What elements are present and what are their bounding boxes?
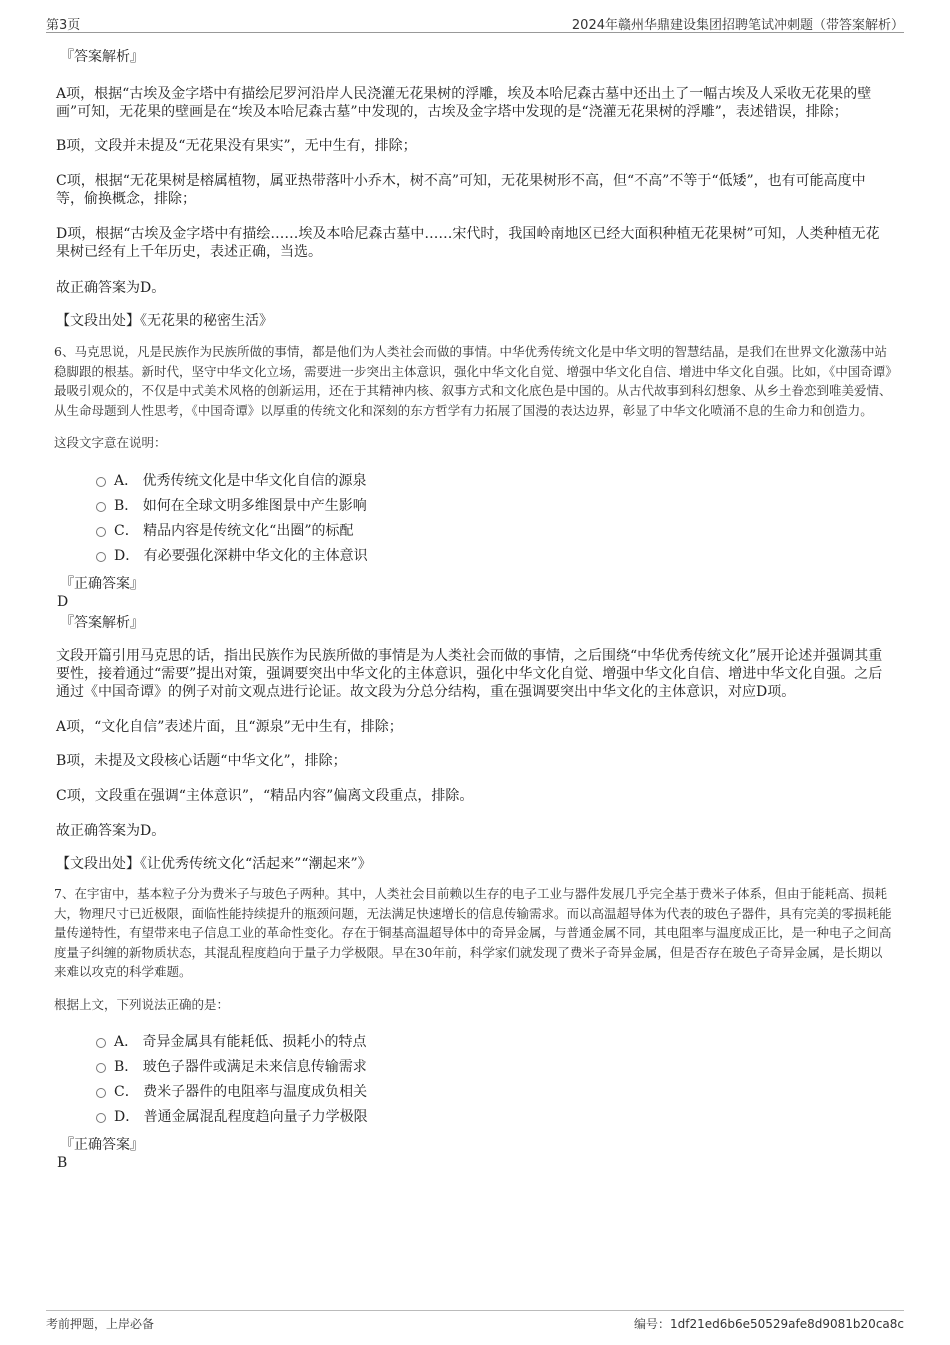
q7-options bbox=[56, 1030, 892, 1130]
q6-option-c[interactable]: C． 精品内容是传统文化“出圈”的标配 bbox=[56, 519, 892, 544]
q7-answer-label: 『正确答案』 bbox=[60, 1136, 144, 1153]
q6-analysis-main: 文段开篇引用马克思的话，指出民族作为民族所做的事情是为人类社会而做的事情，之后围绕“中华优秀传统文化”展开论述并强调其重要性，接着通过“需要”提出对策，强调要突出中华文化的主体意识，强化中华文化自觉、增强中华文化自信、增进中华文化自强。之后通过《中国奇谭》的例子对前文观点进行论证。故文段为分总分结构，重在强调要突出中华文化的主体意识，对应D项。 bbox=[56, 648, 883, 700]
q7-option-d[interactable]: D． 普通金属混乱程度趋向量子力学极限 bbox=[56, 1105, 892, 1130]
q7-prompt: 根据上文，下列说法正确的是： bbox=[54, 996, 230, 1012]
q7-question-text: 7、在宇宙中，基本粒子分为费米子与玻色子两种。其中，人类社会目前赖以生存的电子工业与器件发展几乎完全基于费米子体系，但由于能耗高、损耗大，物理尺寸已近极限，面临性能持续提升的瓶颈问题，无法满足快速增长的信息传输需求。而以高温超导体为代表的玻色子器件，具有完美的零损耗能量传递特性，有望带来电子信息工业的革命性变化。存在于铜基高温超导体中的奇异金属，与普通金属不同，其电阻率与温度成正比，是一种电子之间高度量子纠缠的新物质状态，其混乱程度趋向于量子力学极限。早在30年前，科学家们就发现了费米子奇异金属，但是否存在玻色子奇异金属，是长期以来难以攻克的科学难题。 bbox=[54, 886, 892, 979]
q6-conclusion: 故正确答案为D。 bbox=[56, 823, 166, 839]
radio-icon[interactable] bbox=[96, 1113, 106, 1123]
q5-source: 【文段出处】《无花果的秘密生活》 bbox=[56, 313, 273, 329]
q5-analysis-d: D项，根据“古埃及金字塔中有描绘……埃及本哈尼森古墓中……宋代时，我国岭南地区已经大面积种植无花果树”可知，人类种植无花果树已经有上千年历史，表述正确，当选。 bbox=[56, 226, 880, 260]
radio-icon[interactable] bbox=[96, 527, 106, 537]
document-code: 编号：1df21ed6b6e50529afe8d9081b20ca8c bbox=[633, 1317, 904, 1331]
q6-option-b[interactable]: B． 如何在全球文明多维图景中产生影响 bbox=[56, 494, 892, 519]
page-number: 第3页 bbox=[46, 18, 81, 33]
page-header bbox=[46, 12, 904, 33]
q7-option-b[interactable]: B． 玻色子器件或满足未来信息传输需求 bbox=[56, 1055, 892, 1080]
q5-conclusion: 故正确答案为D。 bbox=[56, 280, 166, 296]
q5-analysis-a: A项，根据“古埃及金字塔中有描绘尼罗河沿岸人民浇灌无花果树的浮雕，埃及本哈尼森古墓中还出土了一幅古埃及人采收无花果的壁画”可知，无花果的壁画是在“埃及本哈尼森古墓”中发现的，古埃及金字塔中发现的是“浇灌无花果树的浮雕”，表述错误，排除； bbox=[56, 86, 872, 120]
q6-answer-label: 『正确答案』 bbox=[60, 576, 144, 592]
footer-slogan: 考前押题，上岸必备 bbox=[46, 1317, 155, 1331]
radio-icon[interactable] bbox=[96, 1088, 106, 1098]
q7-option-a[interactable]: A． 奇异金属具有能耗低、损耗小的特点 bbox=[56, 1030, 892, 1055]
q5-analysis-label: 『答案解析』 bbox=[60, 49, 144, 65]
radio-icon[interactable] bbox=[96, 552, 106, 562]
q5-analysis-c: C项，根据“无花果树是榕属植物，属亚热带落叶小乔木，树不高”可知，无花果树形不高，但“不高”不等于“低矮”，也有可能高度中等，偷换概念，排除； bbox=[56, 173, 866, 207]
q6-answer: D bbox=[57, 594, 69, 610]
q7-option-c[interactable]: C． 费米子器件的电阻率与温度成负相关 bbox=[56, 1080, 892, 1105]
document-title: 2024年赣州华鼎建设集团招聘笔试冲刺题（带答案解析） bbox=[571, 18, 904, 33]
q6-options bbox=[56, 469, 892, 569]
radio-icon[interactable] bbox=[96, 502, 106, 512]
radio-icon[interactable] bbox=[96, 1038, 106, 1048]
q6-analysis-label: 『答案解析』 bbox=[60, 615, 144, 631]
q6-question-text: 6、马克思说，凡是民族作为民族所做的事情，都是他们为人类社会而做的事情。中华优秀传统文化是中华文明的智慧结晶，是我们在世界文化激荡中站稳脚跟的根基。新时代，坚守中华文化立场，需要进一步突出主体意识，强化中华文化自觉、增强中华文化自信、增进中华文化自强。比如，《中国奇谭》最吸引观众的，不仅是中式美术风格的创新运用，还在于其精神内核、叙事方式和文化底色是中国的。从古代故事到科幻想象、从乡土眷恋到唯美爱情、从生命母题到人性思考，《中国奇谭》以厚重的传统文化和深刻的东方哲学有力拓展了国漫的表达边界，彰显了中华文化喷涌不息的生命力和创造力。 bbox=[54, 344, 892, 418]
q6-option-d[interactable]: D． 有必要强化深耕中华文化的主体意识 bbox=[56, 544, 892, 569]
q7-answer: B bbox=[57, 1154, 68, 1171]
q6-analysis-c: C项，文段重在强调“主体意识”，“精品内容”偏离文段重点，排除。 bbox=[56, 788, 474, 804]
q6-analysis-a: A项，“文化自信”表述片面，且“源泉”无中生有，排除； bbox=[56, 719, 403, 735]
radio-icon[interactable] bbox=[96, 1063, 106, 1073]
q6-option-a[interactable]: A． 优秀传统文化是中华文化自信的源泉 bbox=[56, 469, 892, 494]
q5-analysis-b: B项，文段并未提及“无花果没有果实”，无中生有，排除； bbox=[56, 138, 417, 154]
q6-source: 【文段出处】《让优秀传统文化“活起来”“潮起来”》 bbox=[56, 856, 372, 872]
radio-icon[interactable] bbox=[96, 477, 106, 487]
page-footer bbox=[46, 1310, 904, 1333]
q6-prompt: 这段文字意在说明： bbox=[54, 435, 167, 450]
document-body bbox=[56, 44, 892, 1172]
q6-analysis-b: B项，未提及文段核心话题“中华文化”，排除； bbox=[56, 753, 347, 769]
